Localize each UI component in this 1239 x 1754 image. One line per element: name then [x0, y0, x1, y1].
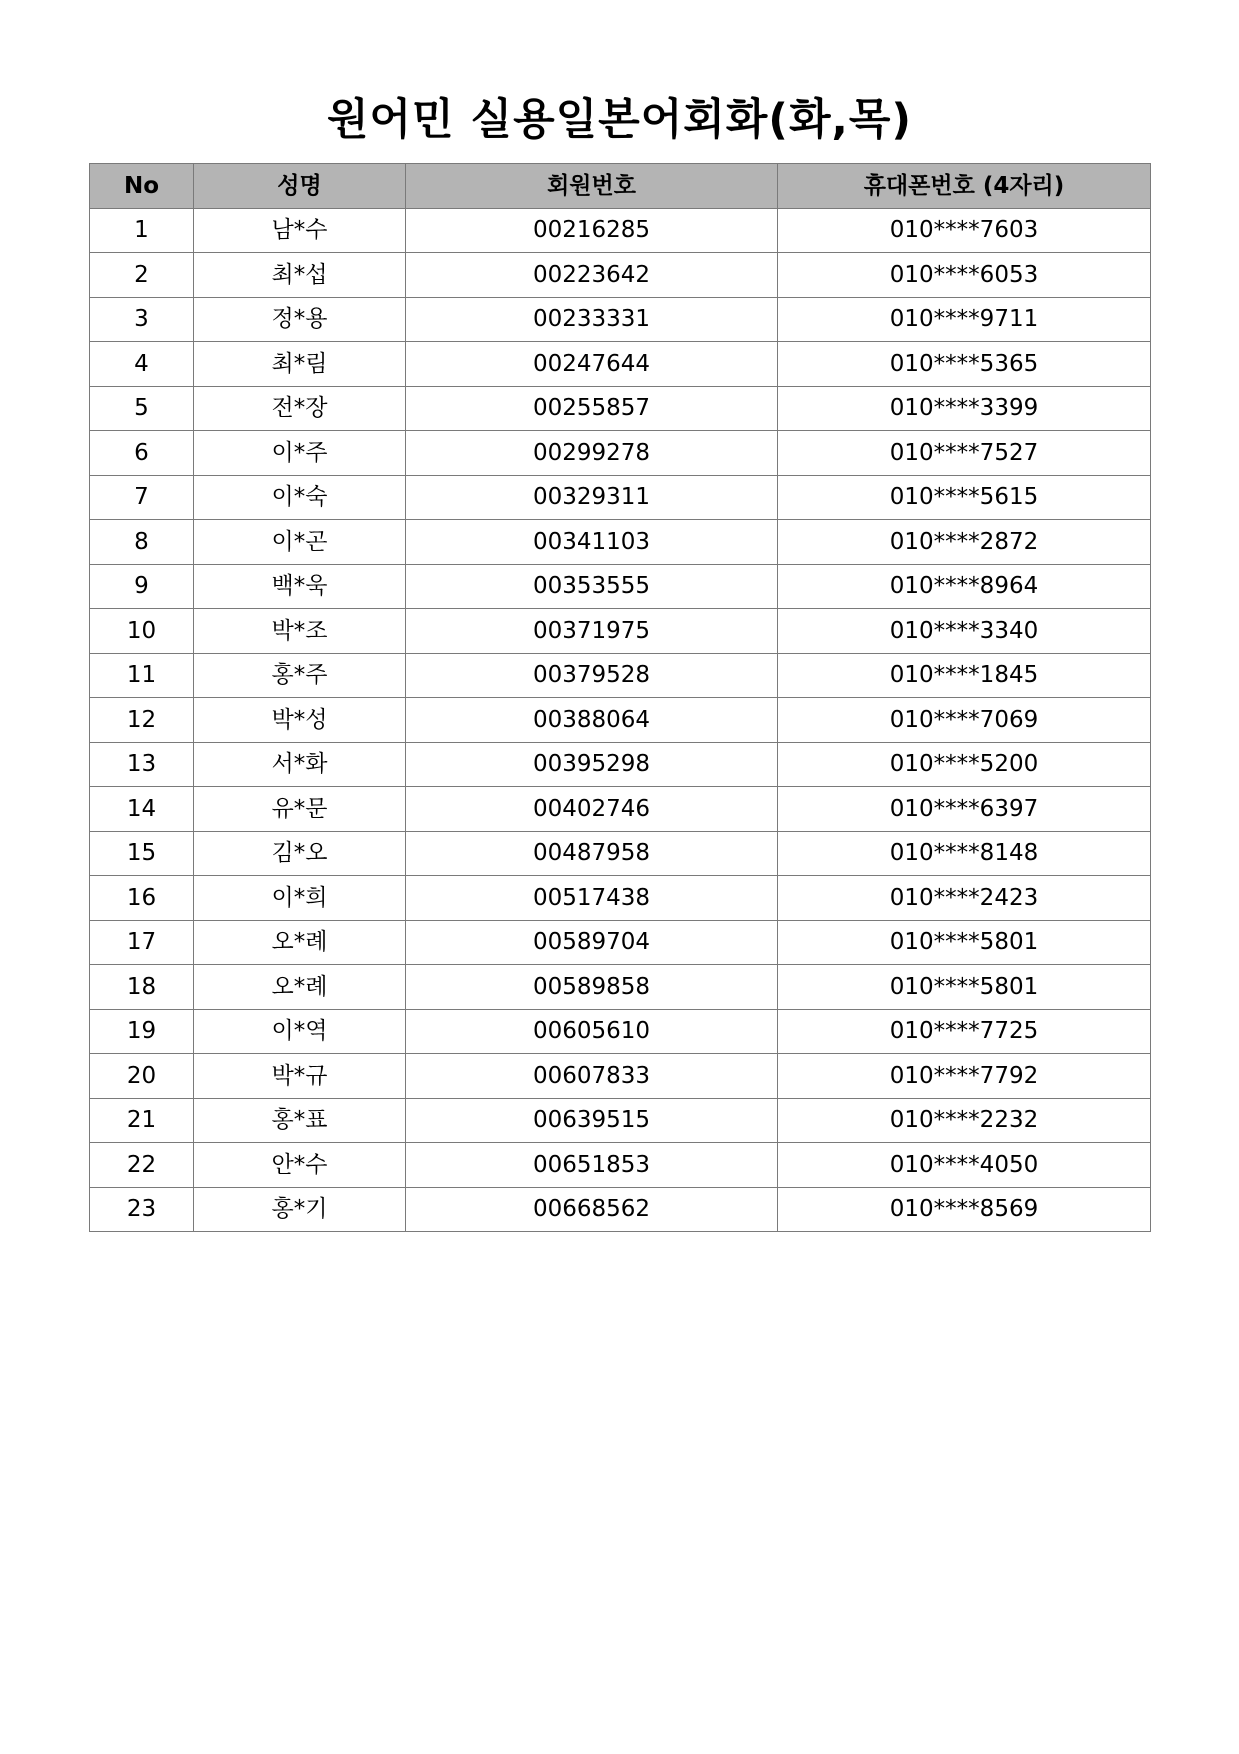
cell-no: 11 [90, 653, 194, 698]
cell-name: 오*례 [194, 920, 406, 965]
cell-name: 서*화 [194, 742, 406, 787]
column-header-name: 성명 [194, 164, 406, 209]
table-row [90, 564, 1151, 609]
cell-no: 9 [90, 564, 194, 609]
cell-name: 백*욱 [194, 564, 406, 609]
table-row [90, 609, 1151, 654]
cell-member-number: 00247644 [406, 342, 778, 387]
cell-phone: 010****5365 [778, 342, 1151, 387]
cell-phone: 010****4050 [778, 1143, 1151, 1188]
cell-member-number: 00605610 [406, 1009, 778, 1054]
cell-name: 최*섭 [194, 253, 406, 298]
table-row [90, 1187, 1151, 1232]
table-row [90, 1054, 1151, 1099]
cell-no: 4 [90, 342, 194, 387]
cell-phone: 010****8148 [778, 831, 1151, 876]
table-row [90, 787, 1151, 832]
cell-member-number: 00487958 [406, 831, 778, 876]
page-title: 원어민 실용일본어회화(화,목) [326, 95, 913, 145]
cell-no: 10 [90, 609, 194, 654]
cell-member-number: 00517438 [406, 876, 778, 921]
cell-no: 19 [90, 1009, 194, 1054]
column-header-no: No [90, 164, 194, 209]
cell-no: 22 [90, 1143, 194, 1188]
cell-member-number: 00255857 [406, 386, 778, 431]
cell-phone: 010****2423 [778, 876, 1151, 921]
table-row [90, 698, 1151, 743]
cell-no: 13 [90, 742, 194, 787]
cell-no: 14 [90, 787, 194, 832]
cell-name: 이*곤 [194, 520, 406, 565]
cell-member-number: 00329311 [406, 475, 778, 520]
cell-member-number: 00607833 [406, 1054, 778, 1099]
cell-member-number: 00402746 [406, 787, 778, 832]
cell-member-number: 00353555 [406, 564, 778, 609]
cell-phone: 010****3399 [778, 386, 1151, 431]
cell-phone: 010****2232 [778, 1098, 1151, 1143]
cell-no: 18 [90, 965, 194, 1010]
cell-member-number: 00651853 [406, 1143, 778, 1188]
cell-phone: 010****5615 [778, 475, 1151, 520]
table-row [90, 742, 1151, 787]
cell-phone: 010****7725 [778, 1009, 1151, 1054]
table-row [90, 1009, 1151, 1054]
table-row [90, 965, 1151, 1010]
cell-name: 최*림 [194, 342, 406, 387]
cell-phone: 010****8964 [778, 564, 1151, 609]
cell-phone: 010****6053 [778, 253, 1151, 298]
cell-member-number: 00589858 [406, 965, 778, 1010]
cell-name: 전*장 [194, 386, 406, 431]
cell-name: 정*용 [194, 297, 406, 342]
cell-no: 7 [90, 475, 194, 520]
table-row [90, 297, 1151, 342]
cell-member-number: 00371975 [406, 609, 778, 654]
cell-no: 16 [90, 876, 194, 921]
cell-no: 21 [90, 1098, 194, 1143]
cell-member-number: 00668562 [406, 1187, 778, 1232]
table-row [90, 1143, 1151, 1188]
cell-no: 20 [90, 1054, 194, 1099]
cell-phone: 010****5801 [778, 965, 1151, 1010]
table-header [90, 164, 1151, 209]
table-row [90, 208, 1151, 253]
cell-no: 17 [90, 920, 194, 965]
cell-name: 이*역 [194, 1009, 406, 1054]
cell-phone: 010****6397 [778, 787, 1151, 832]
table-row [90, 653, 1151, 698]
cell-member-number: 00388064 [406, 698, 778, 743]
cell-phone: 010****5801 [778, 920, 1151, 965]
cell-member-number: 00341103 [406, 520, 778, 565]
cell-no: 8 [90, 520, 194, 565]
cell-member-number: 00589704 [406, 920, 778, 965]
cell-member-number: 00216285 [406, 208, 778, 253]
cell-name: 이*주 [194, 431, 406, 476]
cell-no: 5 [90, 386, 194, 431]
cell-phone: 010****1845 [778, 653, 1151, 698]
table-row [90, 386, 1151, 431]
cell-no: 1 [90, 208, 194, 253]
cell-name: 남*수 [194, 208, 406, 253]
cell-name: 박*성 [194, 698, 406, 743]
cell-name: 안*수 [194, 1143, 406, 1188]
column-header-phone: 휴대폰번호 (4자리) [778, 164, 1151, 209]
column-header-member-number: 회원번호 [406, 164, 778, 209]
table-row [90, 342, 1151, 387]
cell-name: 홍*표 [194, 1098, 406, 1143]
cell-no: 3 [90, 297, 194, 342]
table-row [90, 1098, 1151, 1143]
cell-name: 유*문 [194, 787, 406, 832]
cell-member-number: 00395298 [406, 742, 778, 787]
table-row [90, 831, 1151, 876]
cell-phone: 010****7792 [778, 1054, 1151, 1099]
table-row [90, 431, 1151, 476]
cell-name: 오*례 [194, 965, 406, 1010]
cell-member-number: 00379528 [406, 653, 778, 698]
table-row [90, 520, 1151, 565]
cell-name: 홍*주 [194, 653, 406, 698]
cell-phone: 010****3340 [778, 609, 1151, 654]
cell-no: 23 [90, 1187, 194, 1232]
cell-phone: 010****8569 [778, 1187, 1151, 1232]
cell-member-number: 00299278 [406, 431, 778, 476]
cell-no: 2 [90, 253, 194, 298]
cell-member-number: 00223642 [406, 253, 778, 298]
table-body [90, 208, 1151, 1232]
cell-no: 15 [90, 831, 194, 876]
header-row [90, 164, 1151, 209]
cell-phone: 010****2872 [778, 520, 1151, 565]
cell-phone: 010****7527 [778, 431, 1151, 476]
cell-no: 12 [90, 698, 194, 743]
cell-phone: 010****5200 [778, 742, 1151, 787]
cell-name: 김*오 [194, 831, 406, 876]
cell-phone: 010****9711 [778, 297, 1151, 342]
cell-no: 6 [90, 431, 194, 476]
table-row [90, 253, 1151, 298]
cell-phone: 010****7069 [778, 698, 1151, 743]
table-row [90, 876, 1151, 921]
cell-member-number: 00639515 [406, 1098, 778, 1143]
cell-phone: 010****7603 [778, 208, 1151, 253]
table-row [90, 475, 1151, 520]
cell-name: 홍*기 [194, 1187, 406, 1232]
table-row [90, 920, 1151, 965]
member-table [89, 163, 1151, 1232]
cell-name: 이*희 [194, 876, 406, 921]
cell-name: 이*숙 [194, 475, 406, 520]
cell-member-number: 00233331 [406, 297, 778, 342]
cell-name: 박*조 [194, 609, 406, 654]
cell-name: 박*규 [194, 1054, 406, 1099]
